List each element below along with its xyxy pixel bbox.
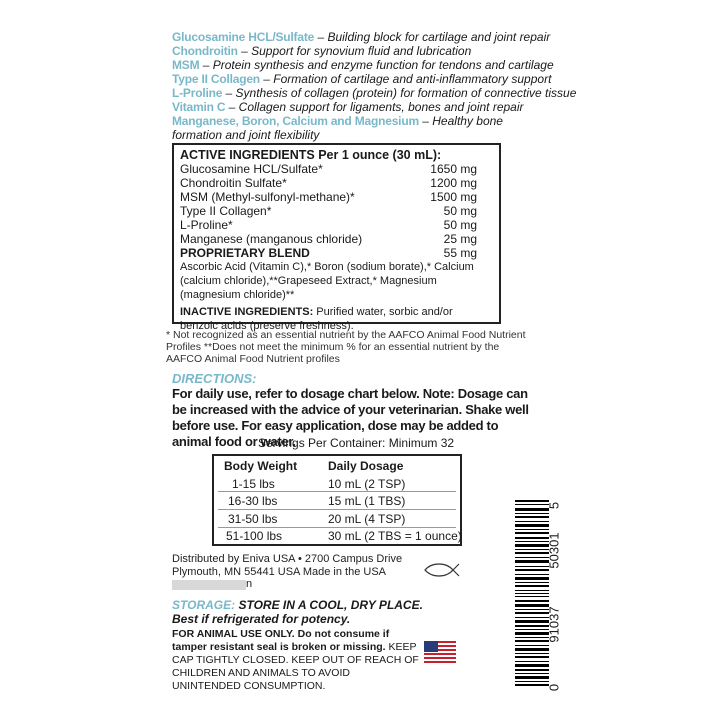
ingredient-name: Chondroitin Sulfate* xyxy=(180,176,287,190)
benefit-item: Chondroitin – Support for synovium fluid and lubrication xyxy=(172,44,472,58)
benefit-desc: Support for synovium fluid and lubrication xyxy=(251,44,472,58)
blend-text: Ascorbic Acid (Vitamin C),* Boron (sodium borate),* Calcium (calcium chloride),**Grapeseed Extract,* Magnesium (magnesium chloride)** xyxy=(180,261,474,301)
servings-per-container: Servings Per Container: Minimum 32 xyxy=(258,436,455,450)
ingredient-name: Glucosamine HCL/Sulfate* xyxy=(180,162,323,176)
directions-heading: DIRECTIONS: xyxy=(172,371,257,386)
ingredient-amount: 50 mg xyxy=(443,204,477,218)
benefit-item: Manganese, Boron, Calcium and Magnesium – Healthy bone formation and joint flexibility xyxy=(172,114,503,142)
barcode-icon xyxy=(515,496,549,690)
ingredient-name: MSM (Methyl-sulfonyl-methane)* xyxy=(180,190,355,204)
dosage-amount: 15 mL (1 TBS) xyxy=(328,494,406,508)
dosage-amount: 30 mL (2 TBS = 1 ounce) xyxy=(328,529,462,543)
blend-amount: 55 mg xyxy=(443,246,477,260)
benefit-name: MSM xyxy=(172,58,200,72)
barcode-digit: 0 xyxy=(546,683,562,692)
benefit-name: Type II Collagen xyxy=(172,72,260,86)
dosage-weight: 1-15 lbs xyxy=(232,477,275,491)
benefit-item: Type II Collagen – Formation of cartilage and anti-inflammatory support xyxy=(172,72,552,86)
divider xyxy=(218,527,456,528)
storage-info xyxy=(172,598,423,626)
benefit-name: Manganese, Boron, Calcium and Magnesium xyxy=(172,114,419,128)
us-flag-icon xyxy=(424,641,456,663)
benefit-desc: Collagen support for ligaments, bones and joint repair xyxy=(238,100,524,114)
inactive-label: INACTIVE INGREDIENTS: xyxy=(180,306,314,318)
ingredient-amount: 1650 mg xyxy=(430,162,477,176)
dosage-amount: 10 mL (2 TSP) xyxy=(328,477,406,491)
ingredients-box xyxy=(172,143,501,332)
ingredient-amount: 1200 mg xyxy=(430,176,477,190)
barcode-digit: 91037 xyxy=(546,606,562,643)
dosage-weight: 16-30 lbs xyxy=(228,494,278,508)
benefit-desc: Protein synthesis and enzyme function for tendons and cartilage xyxy=(212,58,554,72)
distributor-info xyxy=(172,553,402,579)
caution-text xyxy=(172,628,420,693)
barcode-digit: 5 xyxy=(546,501,562,510)
storage-line2: Best if refrigerated for potency. xyxy=(172,612,351,626)
ingredient-row xyxy=(180,204,493,218)
caution-normal: KEEP CAP TIGHTLY CLOSED. KEEP OUT OF REACH OF CHILDREN AND ANIMALS TO AVOID UNINTENDED CONSUMPTION. xyxy=(172,641,419,692)
barcode-digit: 50301 xyxy=(546,532,562,569)
dosage-header-dosage: Daily Dosage xyxy=(328,459,404,473)
benefit-item: L-Proline – Synthesis of collagen (protein) for formation of connective tissue xyxy=(172,86,577,100)
ingredient-name: Type II Collagen* xyxy=(180,204,272,218)
storage-text: STORE IN A COOL, DRY PLACE. xyxy=(238,598,423,612)
benefit-name: Chondroitin xyxy=(172,44,238,58)
blend-row xyxy=(180,246,493,260)
footnote: * Not recognized as an essential nutrient by the AAFCO Animal Food Nutrient Profiles **Does not meet the minimum % for an essential nutrient by the AAFCO Animal Food Nutrient profiles xyxy=(166,329,526,365)
dosage-amount: 20 mL (4 TSP) xyxy=(328,512,406,526)
ingredient-amount: 50 mg xyxy=(443,218,477,232)
benefit-name: Vitamin C xyxy=(172,100,226,114)
ingredient-amount: 25 mg xyxy=(443,232,477,246)
barcode-digits xyxy=(547,496,567,690)
ingredient-row xyxy=(180,190,493,204)
benefit-item: Glucosamine HCL/Sulfate – Building block for cartilage and joint repair xyxy=(172,30,551,44)
benefit-desc: Healthy bone formation and joint flexibility xyxy=(172,114,503,142)
dosage-header-weight: Body Weight xyxy=(224,459,298,473)
benefit-name: Glucosamine HCL/Sulfate xyxy=(172,30,315,44)
benefit-desc: Building block for cartilage and joint repair xyxy=(327,30,551,44)
benefit-name: L-Proline xyxy=(172,86,223,100)
lot-number-redacted xyxy=(172,580,246,590)
inactive-text: Purified water, sorbic and/or benzoic acids (preserve freshness). xyxy=(180,306,453,332)
ingredient-amount: 1500 mg xyxy=(430,190,477,204)
directions-text: For daily use, refer to dosage chart below. Note: Dosage can be increased with the advice of your veterinarian. Shake well before use. For easy application, dose may be added to animal food or water. xyxy=(172,386,529,449)
benefit-item: MSM – Protein synthesis and enzyme function for tendons and cartilage xyxy=(172,58,554,72)
blend-label: PROPRIETARY BLEND xyxy=(180,246,310,260)
benefit-item: Vitamin C – Collagen support for ligaments, bones and joint repair xyxy=(172,100,524,114)
storage-label: STORAGE: xyxy=(172,598,236,612)
benefits-list xyxy=(172,30,577,142)
ingredients-title: ACTIVE INGREDIENTS Per 1 ounce (30 mL): xyxy=(180,148,442,162)
benefit-desc: Formation of cartilage and anti-inflammatory support xyxy=(273,72,552,86)
distributor-line: Distributed by Eniva USA • 2700 Campus Drive xyxy=(172,553,403,565)
dosage-table xyxy=(212,454,462,546)
distributor-line: Plymouth, MN 55441 USA Made in the USA xyxy=(172,566,386,578)
ingredient-row xyxy=(180,176,493,190)
ingredient-row xyxy=(180,162,493,176)
ingredient-name: Manganese (manganous chloride) xyxy=(180,232,363,246)
divider xyxy=(218,491,456,492)
ingredient-row xyxy=(180,232,493,246)
divider xyxy=(218,509,456,510)
caution-bold: FOR ANIMAL USE ONLY. Do not consume if tamper resistant seal is broken or missing. xyxy=(172,628,390,653)
ingredient-row xyxy=(180,218,493,232)
benefit-desc: Synthesis of collagen (protein) for formation of connective tissue xyxy=(235,86,577,100)
dosage-weight: 31-50 lbs xyxy=(228,512,278,526)
fish-icon xyxy=(422,561,460,579)
lot-suffix: n xyxy=(246,578,253,590)
dosage-weight: 51-100 lbs xyxy=(226,529,283,543)
ingredient-name: L-Proline* xyxy=(180,218,233,232)
